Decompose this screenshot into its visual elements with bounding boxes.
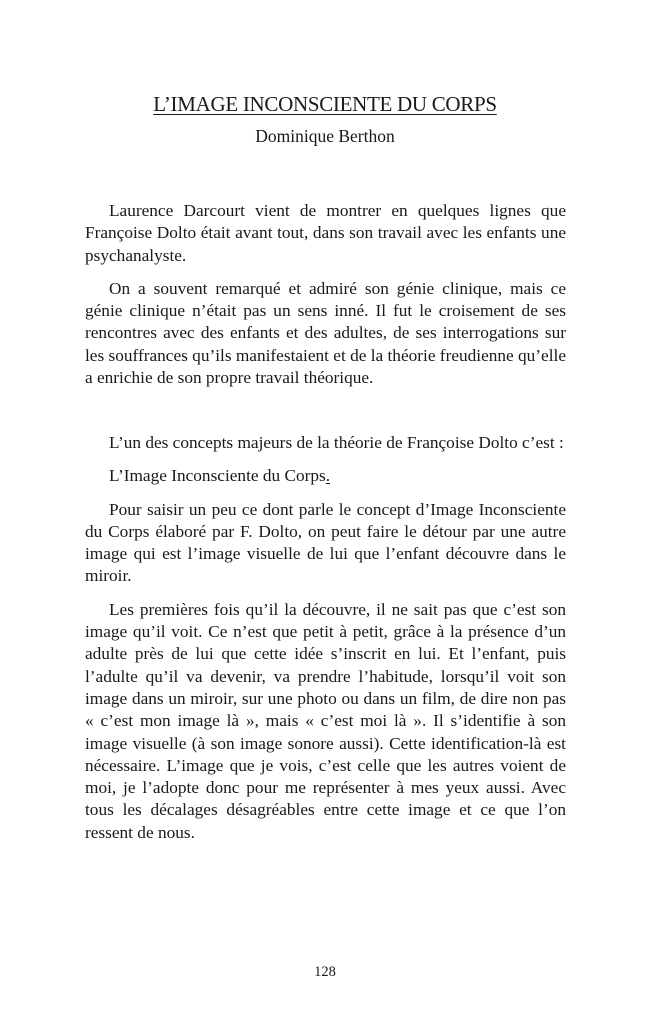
chapter-title: L’IMAGE INCONSCIENTE DU CORPS xyxy=(153,92,497,116)
paragraph: Pour saisir un peu ce dont parle le concept d’Image Inconsciente du Corps élaboré par F. Dolto, on peut faire le détour par une autre image qui est l’image visuelle de lui que l’enfant découvre dans le miroir. xyxy=(85,499,566,586)
concept-line xyxy=(85,465,566,487)
text-block-intro xyxy=(85,200,566,400)
author-name: Dominique Berthon xyxy=(255,126,395,146)
paragraph-intro: L’un des concepts majeurs de la théorie de Françoise Dolto c’est : xyxy=(109,433,564,452)
paragraph: On a souvent remarqué et admiré son génie clinique, mais ce génie clinique n’était pas un sens inné. Il fut le croisement de ses rencontres avec des enfants et des adultes, de ses interrogations sur les souffrances qu’ils manifestaient et de la théorie freudienne qu’elle a enrichie de son propre travail théorique. xyxy=(85,278,566,388)
concept-name: L’Image Inconsciente du Corps xyxy=(109,466,326,486)
paragraph: Les premières fois qu’il la découvre, il ne sait pas que c’est son image qu’il voit. Ce n’est que petit à petit, grâce à la présence d’un adulte près de lui que cette idée s’inscrit en lui. Et l’enfant, puis l’adulte qu’il va devenir, va prendre l’habitude, lorsqu’il voit son image dans un miroir, sur une photo ou dans un film, de dire non pas « c’est mon image là », mais « c’est moi là ». Il s’identifie à son image visuelle (à son image sonore aussi). Cette identification-là est nécessaire. L’image que je vois, c’est celle que les autres voient de moi, je l’adopte donc pour me représenter à mes yeux aussi. Avec tous les décalages désagréables entre cette image et ce que l’on ressent de nous. xyxy=(85,599,566,842)
text-block-concept xyxy=(85,432,566,855)
paragraph: Laurence Darcourt vient de montrer en quelques lignes que Françoise Dolto était avant tout, dans son travail avec les enfants une psychanalyste. xyxy=(85,201,566,265)
concept-period: . xyxy=(325,466,331,486)
page-number: 128 xyxy=(314,964,336,980)
